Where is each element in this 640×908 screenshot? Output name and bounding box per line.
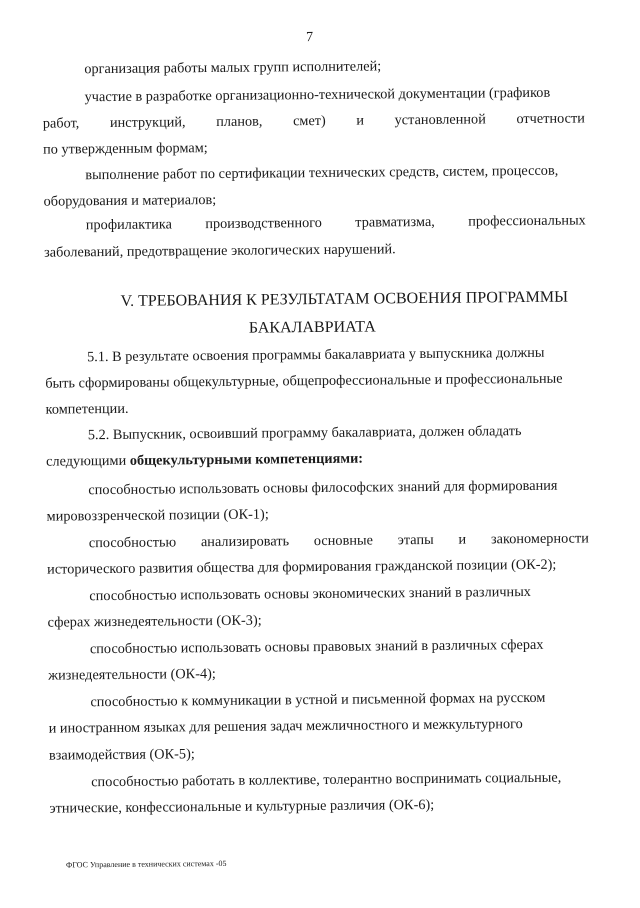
text-line bbox=[46, 450, 363, 471]
text-line: способностью к коммуникации в устной и письменной формах на русском bbox=[90, 689, 546, 711]
word: профилактика bbox=[85, 216, 172, 234]
text-line: исторического развития общества для формирования гражданской позиции (ОК-2); bbox=[47, 556, 557, 578]
word: смет) bbox=[292, 112, 326, 130]
text-line: заболеваний, предотвращение экологических нарушений. bbox=[44, 241, 396, 261]
text-line: 5.2. Выпускник, освоивший программу бакалавриата, должен обладать bbox=[87, 423, 522, 444]
justified-line bbox=[86, 211, 586, 234]
text-line: способностью использовать основы экономических знаний в различных bbox=[89, 583, 531, 605]
bold-text: общекультурными компетенциями: bbox=[129, 450, 364, 469]
text-line: способностью использовать основы правовых знаний в различных сферах bbox=[89, 636, 544, 658]
text-line: выполнение работ по сертификации технических средств, систем, процессов, bbox=[85, 162, 559, 184]
word: отчетности bbox=[516, 110, 585, 128]
word: установленной bbox=[394, 111, 486, 129]
justified-line bbox=[89, 529, 589, 552]
word: планов, bbox=[216, 113, 263, 130]
text-line: способностью использовать основы философских знаний для формирования bbox=[88, 477, 558, 499]
text-line: организация работы малых групп исполнителей; bbox=[84, 58, 382, 78]
word: производственного bbox=[205, 214, 322, 233]
text-line: жизнедеятельности (ОК-4); bbox=[48, 666, 216, 684]
page-number: 7 bbox=[305, 30, 314, 46]
text-line: по утвержденным формам; bbox=[43, 140, 208, 158]
text-line: мировоззренческой позиции (ОК-1); bbox=[46, 506, 269, 525]
word: и bbox=[458, 531, 467, 548]
text-line: и иностранном языках для решения задач межличностного и межкультурного bbox=[48, 716, 523, 737]
word: этапы bbox=[397, 531, 434, 549]
text-line: компетенции. bbox=[45, 400, 129, 418]
justified-line bbox=[43, 109, 585, 132]
page-footer: ФГОС Управление в технических системах -05 bbox=[65, 858, 227, 870]
section-heading: БАКАЛАВРИАТА bbox=[248, 318, 376, 337]
text-line: 5.1. В результате освоения программы бакалавриата у выпускника должны bbox=[87, 344, 545, 366]
word: и bbox=[356, 112, 365, 129]
word: анализировать bbox=[200, 533, 290, 551]
text-line: оборудования и материалов; bbox=[43, 191, 217, 210]
word: закономерности bbox=[490, 530, 589, 548]
word: основные bbox=[313, 532, 373, 550]
text-run: следующими bbox=[46, 452, 130, 470]
text-line: быть сформированы общекультурные, общепрофессиональные и профессиональные bbox=[45, 370, 563, 392]
text-line: взаимодействия (ОК-5); bbox=[48, 746, 195, 764]
word: инструкций, bbox=[109, 114, 186, 132]
section-heading: V. ТРЕБОВАНИЯ К РЕЗУЛЬТАТАМ ОСВОЕНИЯ ПРОГРАММЫ bbox=[120, 288, 569, 310]
text-line: этнические, конфессиональные и культурные различия (ОК-6); bbox=[49, 796, 435, 817]
text-line: способностью работать в коллективе, толерантно воспринимать социальные, bbox=[91, 769, 562, 791]
word: способностью bbox=[88, 534, 177, 552]
text-line: сферах жизнедеятельности (ОК-3); bbox=[47, 612, 262, 631]
word: травматизма, bbox=[355, 213, 435, 231]
text-line: участие в разработке организационно-технической документации (графиков bbox=[84, 84, 551, 106]
word: работ, bbox=[42, 115, 80, 132]
word: профессиональных bbox=[468, 212, 586, 230]
